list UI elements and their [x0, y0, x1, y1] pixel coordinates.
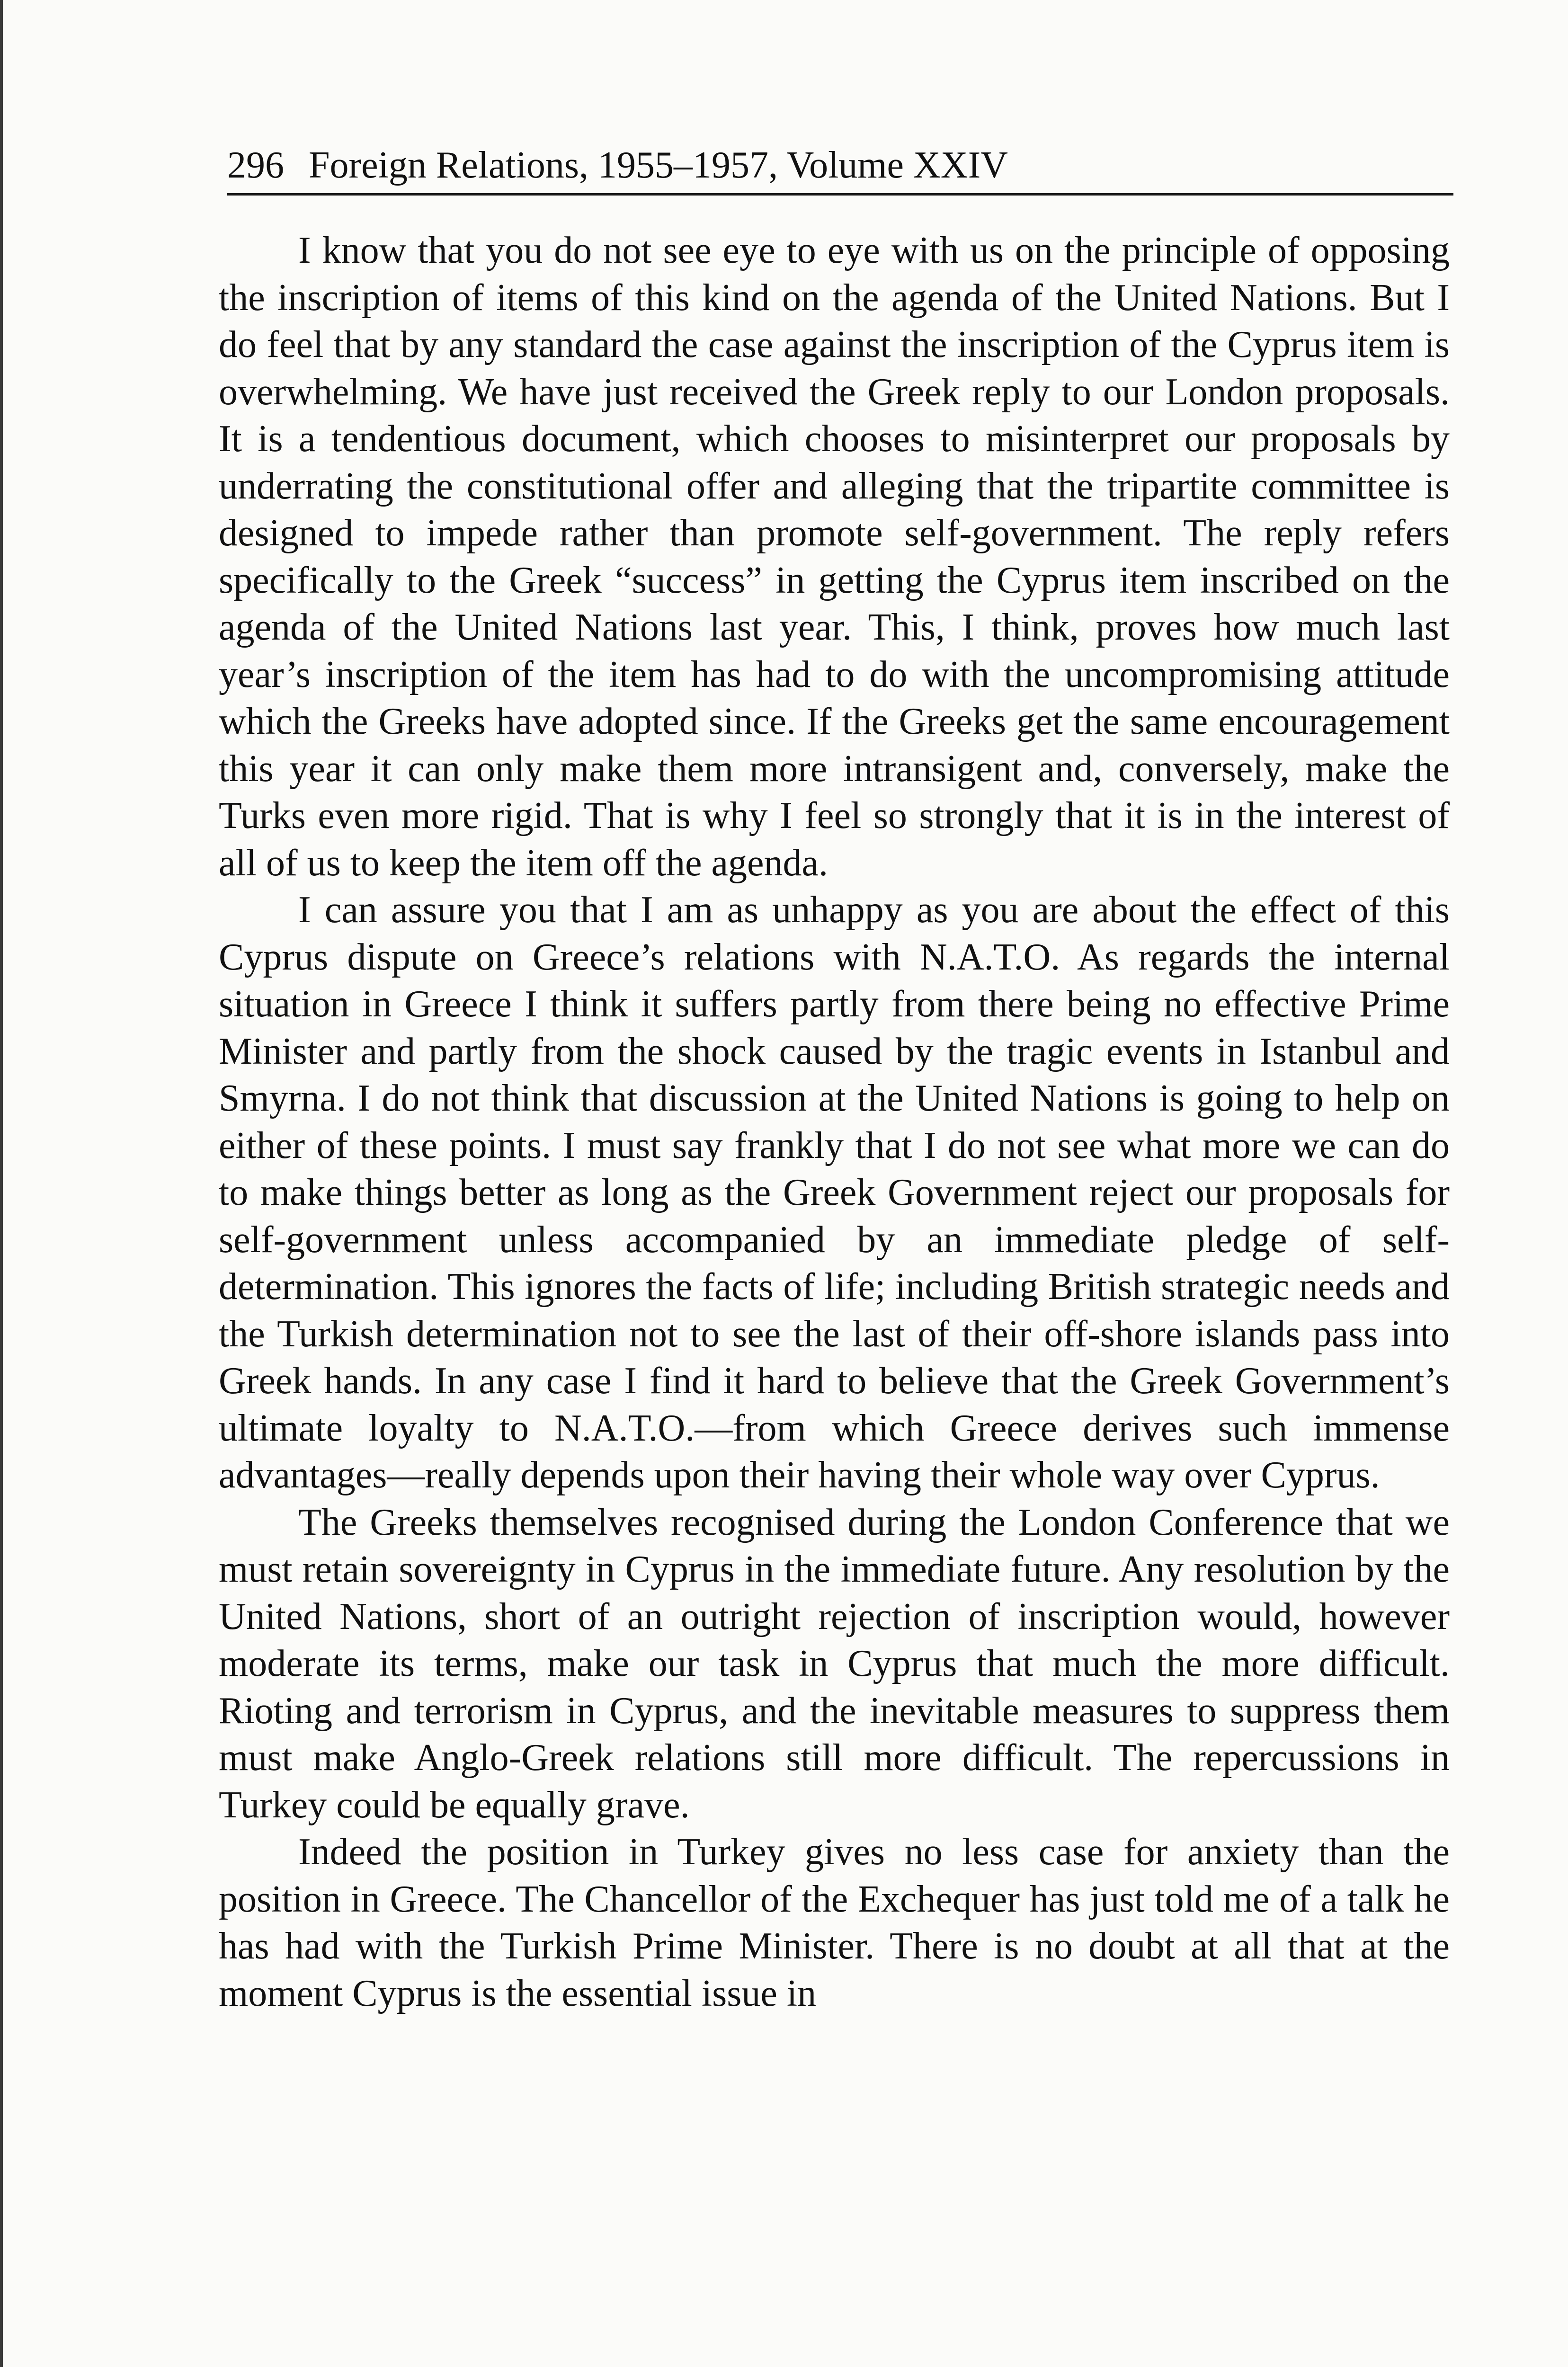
letter-body	[219, 227, 1450, 2017]
running-title: Foreign Relations, 1955–1957, Volume XXIV	[309, 144, 1008, 186]
page-edge	[0, 0, 3, 2367]
page-number: 296	[227, 144, 284, 186]
paragraph-position-in-turkey: Indeed the position in Turkey gives no less case for anxiety than the position in Greece. The Chancellor of the Exchequer has just told me of a talk he has had with the Turkish Prime Minister. There is no doubt at all that at the moment Cyprus is the essential issue in	[219, 1831, 1450, 2014]
paragraph-inscription-of-cyprus-item: I know that you do not see eye to eye with us on the principle of opposing the inscription of items of this kind on the agenda of the United Nations. But I do feel that by any standard the case against the inscription of the Cyprus item is overwhelming. We have just received the Greek reply to our London proposals. It is a tendentious document, which chooses to misinterpret our proposals by underrating the constitutional offer and alleging that the tripartite committee is designed to impede rather than promote self-government. The reply refers specifically to the Greek “success” in getting the Cyprus item inscribed on the agenda of the United Nations last year. This, I think, proves how much last year’s inscription of the item has had to do with the uncompromising attitude which the Greeks have adopted since. If the Greeks get the same encouragement this year it can only make them more intransigent and, conversely, make the Turks even more rigid. That is why I feel so strongly that it is in the interest of all of us to keep the item off the agenda.	[219, 230, 1450, 884]
running-header	[227, 137, 1453, 196]
paragraph-greece-nato-relations: I can assure you that I am as unhappy as you are about the effect of this Cyprus dispute on Greece’s relations with N.A.T.O. As regards the internal situation in Greece I think it suffers partly from there being no effective Prime Minister and partly from the shock caused by the tragic events in Istanbul and Smyrna. I do not think that discussion at the United Nations is going to help on either of these points. I must say frankly that I do not see what more we can do to make things better as long as the Greek Government reject our proposals for self-government unless accompanied by an immediate pledge of self-determination. This ignores the facts of life; including British strategic needs and the Turkish determination not to see the last of their off-shore islands pass into Greek hands. In any case I find it hard to believe that the Greek Government’s ultimate loyalty to N.A.T.O.—from which Greece derives such immense advantages—really depends upon their having their whole way over Cyprus.	[219, 889, 1450, 1496]
paragraph-london-conference: The Greeks themselves recognised during the London Conference that we must retain sovereignty in Cyprus in the immediate future. Any resolution by the United Nations, short of an outright rejection of inscription would, however moderate its terms, make our task in Cyprus that much the more difficult. Rioting and terrorism in Cyprus, and the inevitable measures to suppress them must make Anglo-Greek relations still more difficult. The repercussions in Turkey could be equally grave.	[219, 1501, 1450, 1826]
